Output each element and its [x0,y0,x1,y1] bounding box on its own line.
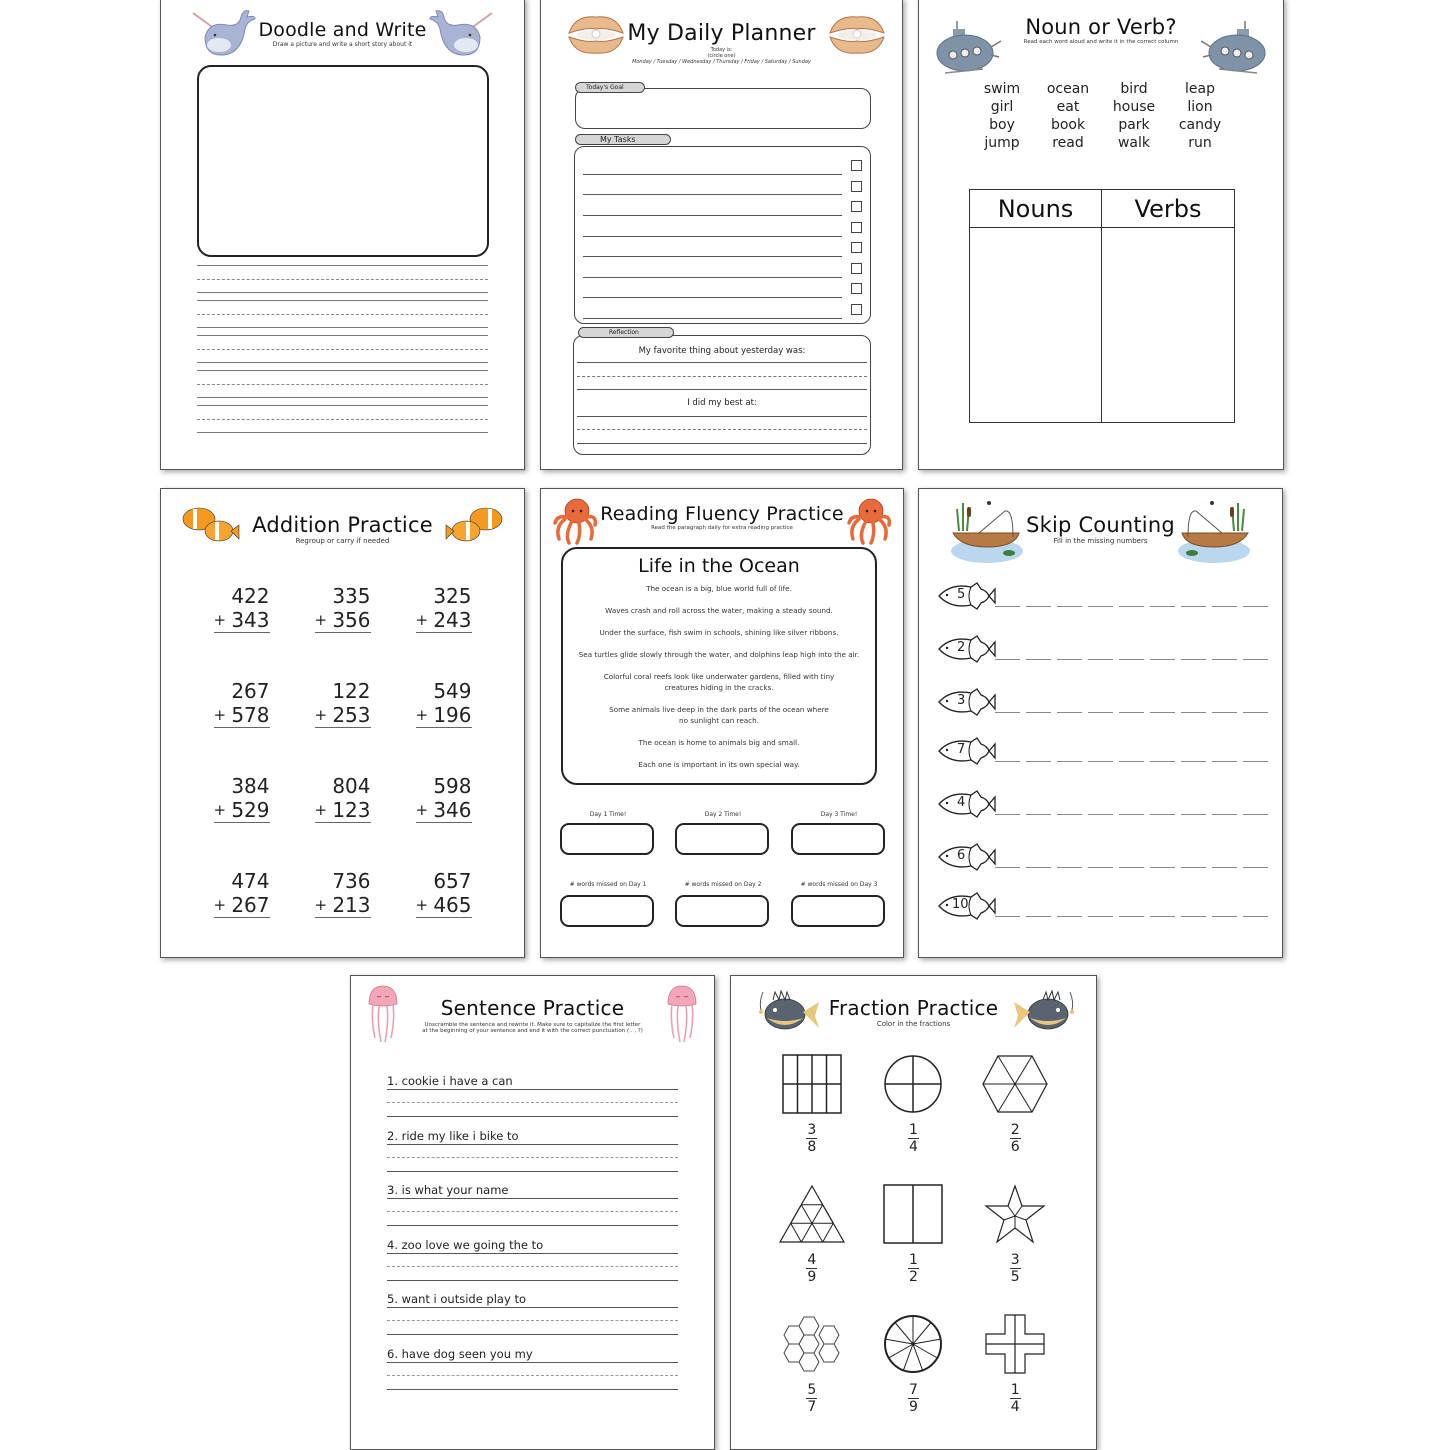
todays-goal-box[interactable] [575,88,871,129]
day2-missed-label: # words missed on Day 2 [684,881,762,888]
page-subtitle: Read each word aloud and write it in the correct column [1023,39,1179,45]
page-title: Doodle and Write [258,19,427,41]
fraction-item: $\frac{1}{4}$ [964,1314,1066,1444]
answer-blanks[interactable] [995,916,1268,917]
verbs-column[interactable] [1102,228,1234,422]
word: walk [1117,135,1151,151]
day2-time-label: Day 2 Time! [704,811,742,818]
worksheet-daily-planner [540,0,903,470]
page-subtitle-2: at the beginning of your sentence and end it with the correct punctuation ( . , ?) [422,1028,643,1034]
word-bank [969,81,1233,151]
word: boy [989,117,1015,133]
day1-time-box[interactable] [560,823,654,855]
addition-problem: 598 + 346 [415,774,472,822]
word: read [1052,135,1084,151]
fish-icon [937,787,997,821]
paragraph: The ocean is home to animals big and small. [638,738,800,747]
start-number: 3 [957,693,966,708]
square-2-parts-shape[interactable] [883,1184,943,1244]
answer-blanks[interactable] [995,659,1268,660]
task-checkbox[interactable] [851,201,862,212]
page-title: Sentence Practice [440,996,625,1020]
task-checkbox[interactable] [851,263,862,274]
paragraph: Some animals live deep in the dark parts of the ocean where no sunlight can reach. [609,705,829,725]
task-checkbox[interactable] [851,160,862,171]
task-checkbox[interactable] [851,242,862,253]
worksheet-fraction-practice [730,975,1097,1450]
day1-time-label: Day 1 Time! [589,811,627,818]
word: leap [1185,81,1215,97]
fraction-item: $\frac{5}{7}$ [761,1314,863,1444]
word: eat [1056,99,1080,115]
circle-9-parts-shape[interactable] [883,1314,943,1374]
verbs-header: Verbs [1102,190,1234,228]
paragraph: Colorful coral reefs look like underwater gardens, filled with tiny creatures hiding in the cracks. [603,672,835,692]
sentence-item[interactable]: 2. ride my like i bike to [387,1129,678,1172]
answer-blanks[interactable] [995,606,1268,607]
start-number: 10 [952,897,969,912]
word: run [1188,135,1212,151]
page-title: My Daily Planner [627,21,816,46]
reflection-prompt-2: I did my best at: [687,398,757,408]
fish-icon [937,734,997,768]
addition-problem: 267 + 578 [213,679,270,727]
addition-problem: 804 + 123 [314,774,371,822]
addition-problem: 335 + 356 [314,584,371,632]
answer-blanks[interactable] [995,712,1268,713]
reflection-prompt-1: My favorite thing about yesterday was: [638,346,806,356]
page-title: Addition Practice [252,513,433,537]
page-subtitle: Read the paragraph daily for extra reading practice [651,525,793,531]
hexagon-cluster-7-parts-shape[interactable] [782,1314,842,1374]
circle-4-parts-shape[interactable] [883,1054,943,1114]
triangle-9-parts-shape[interactable] [778,1184,846,1244]
worksheet-sentence-practice [350,975,715,1450]
page-title: Reading Fluency Practice [600,503,844,525]
paragraph: Each one is important in its own special way. [638,760,800,769]
word: park [1118,117,1150,133]
start-number: 7 [957,742,966,757]
word: bird [1120,81,1148,97]
skip-count-row [931,840,1268,876]
answer-blanks[interactable] [995,867,1268,868]
fraction-item: $\frac{2}{6}$ [964,1054,1066,1184]
sentence-item[interactable]: 3. is what your name [387,1183,678,1226]
page-title: Fraction Practice [828,996,999,1020]
paragraph: Under the surface, fish swim in schools, shining like silver ribbons. [599,628,839,637]
page-subtitle: Color in the fractions [876,1020,951,1028]
task-checkbox[interactable] [851,181,862,192]
paragraph: Sea turtles glide slowly through the water, and dolphins leap high into the air. [578,650,860,659]
day3-missed-label: # words missed on Day 3 [800,881,878,888]
word: candy [1178,117,1222,133]
sentence-item[interactable]: 6. have dog seen you my [387,1347,678,1390]
nouns-header: Nouns [970,190,1102,228]
day3-missed-box[interactable] [791,895,885,927]
word: swim [983,81,1021,97]
page-title: Noun or Verb? [1025,15,1177,39]
hexagon-6-parts-shape[interactable] [981,1054,1049,1114]
word: book [1050,117,1086,133]
addition-problem: 325 + 243 [415,584,472,632]
day1-missed-box[interactable] [560,895,654,927]
addition-problem: 736 + 213 [314,869,371,917]
word: girl [990,99,1014,115]
day2-missed-box[interactable] [675,895,769,927]
circle-one-label: (circle one) [707,53,736,59]
fish-icon [937,579,997,613]
addition-problem: 657 + 465 [415,869,472,917]
start-number: 5 [957,587,966,602]
sentence-item[interactable]: 5. want i outside play to [387,1292,678,1335]
skip-count-row [931,632,1268,668]
cross-4-parts-shape[interactable] [985,1314,1045,1374]
addition-problem: 549 + 196 [415,679,472,727]
fraction-item: $\frac{4}{9}$ [761,1184,863,1314]
page-subtitle: Draw a picture and write a short story about it [272,41,413,48]
word: lion [1187,99,1213,115]
day3-time-box[interactable] [791,823,885,855]
task-checkbox[interactable] [851,222,862,233]
paragraph: Waves crash and roll across the water, making a steady sound. [605,606,833,615]
worksheet-noun-or-verb [918,0,1284,470]
today-is-label: Today is: [710,47,733,53]
task-checkbox[interactable] [851,283,862,294]
story-title: Life in the Ocean [638,555,800,577]
rectangle-8-parts-shape[interactable] [782,1054,842,1114]
reflection-tab: Reflection [578,327,674,338]
reflection-box [573,335,871,455]
skip-count-row [931,889,1268,925]
day1-missed-label: # words missed on Day 1 [569,881,647,888]
worksheet-reading-fluency [540,488,904,958]
answer-blanks[interactable] [995,761,1268,762]
skip-count-row [931,787,1268,823]
day2-time-box[interactable] [675,823,769,855]
page-subtitle: Fill in the missing numbers [1053,537,1148,545]
fraction-item: $\frac{3}{8}$ [761,1054,863,1184]
skip-count-row [931,579,1268,615]
page-title: Skip Counting [1026,513,1175,537]
start-number: 6 [957,848,966,863]
noun-verb-table [969,189,1235,423]
addition-problem: 384 + 529 [213,774,270,822]
skip-count-row [931,734,1268,770]
page-subtitle: Regroup or carry if needed [295,537,390,545]
fish-icon [937,632,997,666]
sentence-item[interactable]: 1. cookie i have a can [387,1074,678,1117]
day3-time-label: Day 3 Time! [820,811,858,818]
fraction-item: $\frac{7}{9}$ [863,1314,965,1444]
task-checkbox[interactable] [851,304,862,315]
word: house [1112,99,1156,115]
worksheet-doodle-and-write [160,0,525,470]
page-subtitle: Unscramble the sentence and rewrite it. Make sure to capitalize the first letter [424,1022,641,1028]
start-number: 4 [957,795,966,810]
paragraph: The ocean is a big, blue world full of life. [646,584,792,593]
reading-passage [561,547,877,785]
fish-icon [937,840,997,874]
fraction-item: $\frac{1}{2}$ [863,1184,965,1314]
my-tasks-tab: My Tasks [575,134,671,145]
addition-problems [191,584,494,918]
nouns-column[interactable] [970,228,1102,422]
worksheet-skip-counting [918,488,1283,958]
word: jump [984,135,1020,151]
fraction-item: $\frac{3}{5}$ [964,1184,1066,1314]
addition-problem: 122 + 253 [314,679,371,727]
todays-goal-tab: Today's Goal [575,82,645,93]
fraction-grid [761,1054,1066,1444]
worksheet-addition-practice [160,488,525,958]
fish-icon [937,685,997,719]
fraction-item: $\frac{1}{4}$ [863,1054,965,1184]
my-tasks-box [574,146,871,324]
start-number: 2 [957,640,966,655]
skip-count-row [931,685,1268,721]
word: ocean [1046,81,1090,97]
answer-blanks[interactable] [995,814,1268,815]
addition-problem: 474 + 267 [213,869,270,917]
sentence-item[interactable]: 4. zoo love we going the to [387,1238,678,1281]
drawing-box[interactable] [197,65,489,257]
star-5-parts-shape[interactable] [984,1184,1046,1244]
weekday-options[interactable]: Monday / Tuesday / Wednesday / Thursday / Friday / Saturday / Sunday [632,59,811,65]
addition-problem: 422 + 343 [213,584,270,632]
